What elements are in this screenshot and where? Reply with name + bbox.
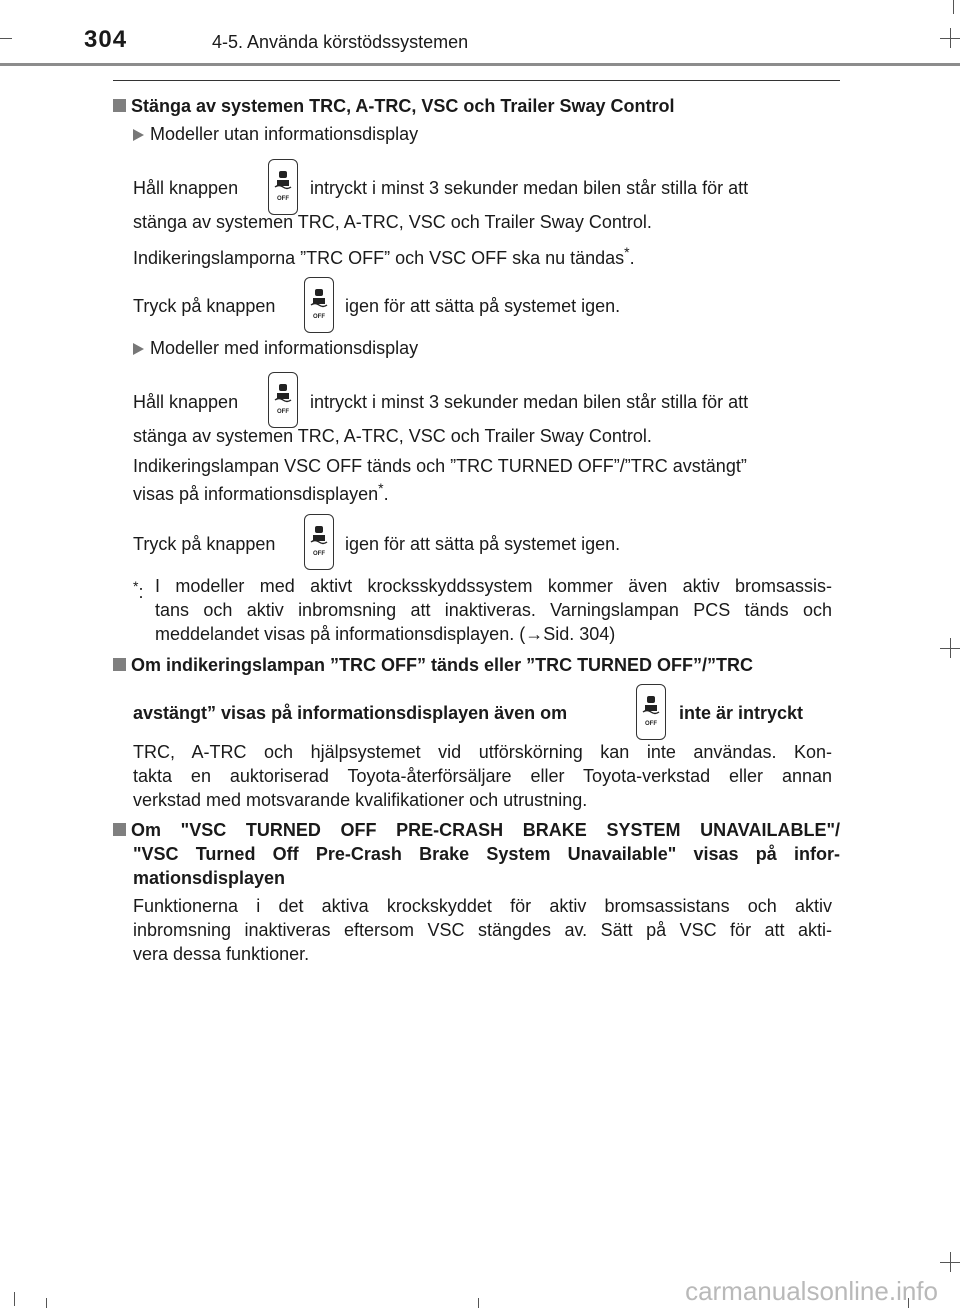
paragraph-line: intryckt i minst 3 sekunder medan bilen står stilla för att bbox=[310, 178, 749, 198]
svg-text:OFF: OFF bbox=[313, 314, 325, 320]
vsc-off-button-icon bbox=[304, 277, 334, 333]
vsc-off-button-icon bbox=[268, 159, 298, 215]
crop-mark bbox=[0, 38, 12, 39]
paragraph-line: Funktionerna i det aktiva krockskyddet för aktiv bromsassistans och aktiv bbox=[133, 896, 832, 916]
crop-mark bbox=[953, 0, 954, 14]
footnote-line: tans och aktiv inbromsning att inaktiveras. Varningslampan PCS tänds och bbox=[155, 600, 832, 620]
paragraph-line: igen för att sätta på systemet igen. bbox=[345, 296, 621, 316]
svg-text:OFF: OFF bbox=[277, 196, 289, 202]
triangle-bullet-icon bbox=[133, 129, 144, 141]
paragraph-line: Håll knappen bbox=[133, 392, 239, 412]
footnote-line: meddelandet visas på informationsdisplayen. (→Sid. 304) bbox=[155, 624, 616, 644]
svg-text:OFF: OFF bbox=[313, 551, 325, 557]
square-bullet-icon bbox=[113, 823, 126, 836]
paragraph-line: stänga av systemen TRC, A-TRC, VSC och Trailer Sway Control. bbox=[133, 426, 652, 446]
paragraph-line: vera dessa funktioner. bbox=[133, 944, 310, 964]
section-heading: Stänga av systemen TRC, A-TRC, VSC och Trailer Sway Control bbox=[113, 94, 674, 118]
footnote-line: I modeller med aktivt krocksskyddssystem kommer även aktiv bromsassis- bbox=[155, 576, 832, 596]
section-heading-line: mationsdisplayen bbox=[133, 868, 286, 888]
crop-mark bbox=[940, 38, 960, 39]
svg-text:OFF: OFF bbox=[277, 409, 289, 415]
subheading: Modeller utan informationsdisplay bbox=[133, 122, 418, 146]
section-heading: Om "VSC TURNED OFF PRE-CRASH BRAKE SYSTEM UNAVAILABLE"/ bbox=[113, 818, 840, 842]
header-rule bbox=[0, 63, 960, 66]
crop-mark bbox=[940, 648, 960, 649]
square-bullet-icon bbox=[113, 99, 126, 112]
paragraph-line: verkstad med motsvarande kvalifikationer och utrustning. bbox=[133, 790, 588, 810]
chapter-title: 4-5. Använda körstödssystemen bbox=[212, 32, 469, 52]
paragraph-line: Håll knappen bbox=[133, 178, 239, 198]
paragraph-line: visas på informationsdisplayen*. bbox=[133, 480, 389, 504]
triangle-bullet-icon bbox=[133, 343, 144, 355]
paragraph-line: takta en auktoriserad Toyota-återförsäljare eller Toyota-verkstad eller annan bbox=[133, 766, 832, 786]
section-heading-line: inte är intryckt bbox=[679, 703, 804, 723]
footnote-mark: *: bbox=[133, 578, 144, 602]
square-bullet-icon bbox=[113, 658, 126, 671]
crop-mark bbox=[478, 1298, 479, 1308]
section-rule bbox=[113, 80, 840, 81]
section-heading-line: avstängt” visas på informationsdisplayen även om bbox=[133, 703, 568, 723]
section-heading-line: "VSC Turned Off Pre-Crash Brake System Unavailable" visas på infor- bbox=[133, 844, 840, 864]
paragraph-line: inbromsning inaktiveras eftersom VSC stängdes av. Sätt på VSC för att akti- bbox=[133, 920, 832, 940]
paragraph-line: Indikeringslamporna ”TRC OFF” och VSC OFF ska nu tändas*. bbox=[133, 244, 635, 268]
crop-mark bbox=[14, 1292, 15, 1306]
paragraph-line: Tryck på knappen bbox=[133, 534, 276, 554]
page-number: 304 bbox=[84, 26, 128, 53]
paragraph-line: intryckt i minst 3 sekunder medan bilen står stilla för att bbox=[310, 392, 749, 412]
vsc-off-button-icon bbox=[268, 372, 298, 428]
svg-text:OFF: OFF bbox=[645, 721, 657, 727]
section-heading: Om indikeringslampan ”TRC OFF” tänds eller ”TRC TURNED OFF”/”TRC bbox=[113, 653, 840, 677]
paragraph-line: Tryck på knappen bbox=[133, 296, 276, 316]
crop-mark bbox=[46, 1298, 47, 1308]
vsc-off-button-icon bbox=[304, 514, 334, 570]
paragraph-line: TRC, A-TRC och hjälpsystemet vid utförskörning kan inte användas. Kon- bbox=[133, 742, 832, 762]
paragraph-line: Indikeringslampan VSC OFF tänds och ”TRC TURNED OFF”/”TRC avstängt” bbox=[133, 456, 747, 476]
paragraph-line: igen för att sätta på systemet igen. bbox=[345, 534, 621, 554]
watermark-text: carmanualsonline.info bbox=[685, 1276, 938, 1306]
paragraph-line: stänga av systemen TRC, A-TRC, VSC och Trailer Sway Control. bbox=[133, 212, 652, 232]
crop-mark bbox=[940, 1262, 960, 1263]
vsc-off-button-icon bbox=[636, 684, 666, 740]
subheading: Modeller med informationsdisplay bbox=[133, 336, 418, 360]
